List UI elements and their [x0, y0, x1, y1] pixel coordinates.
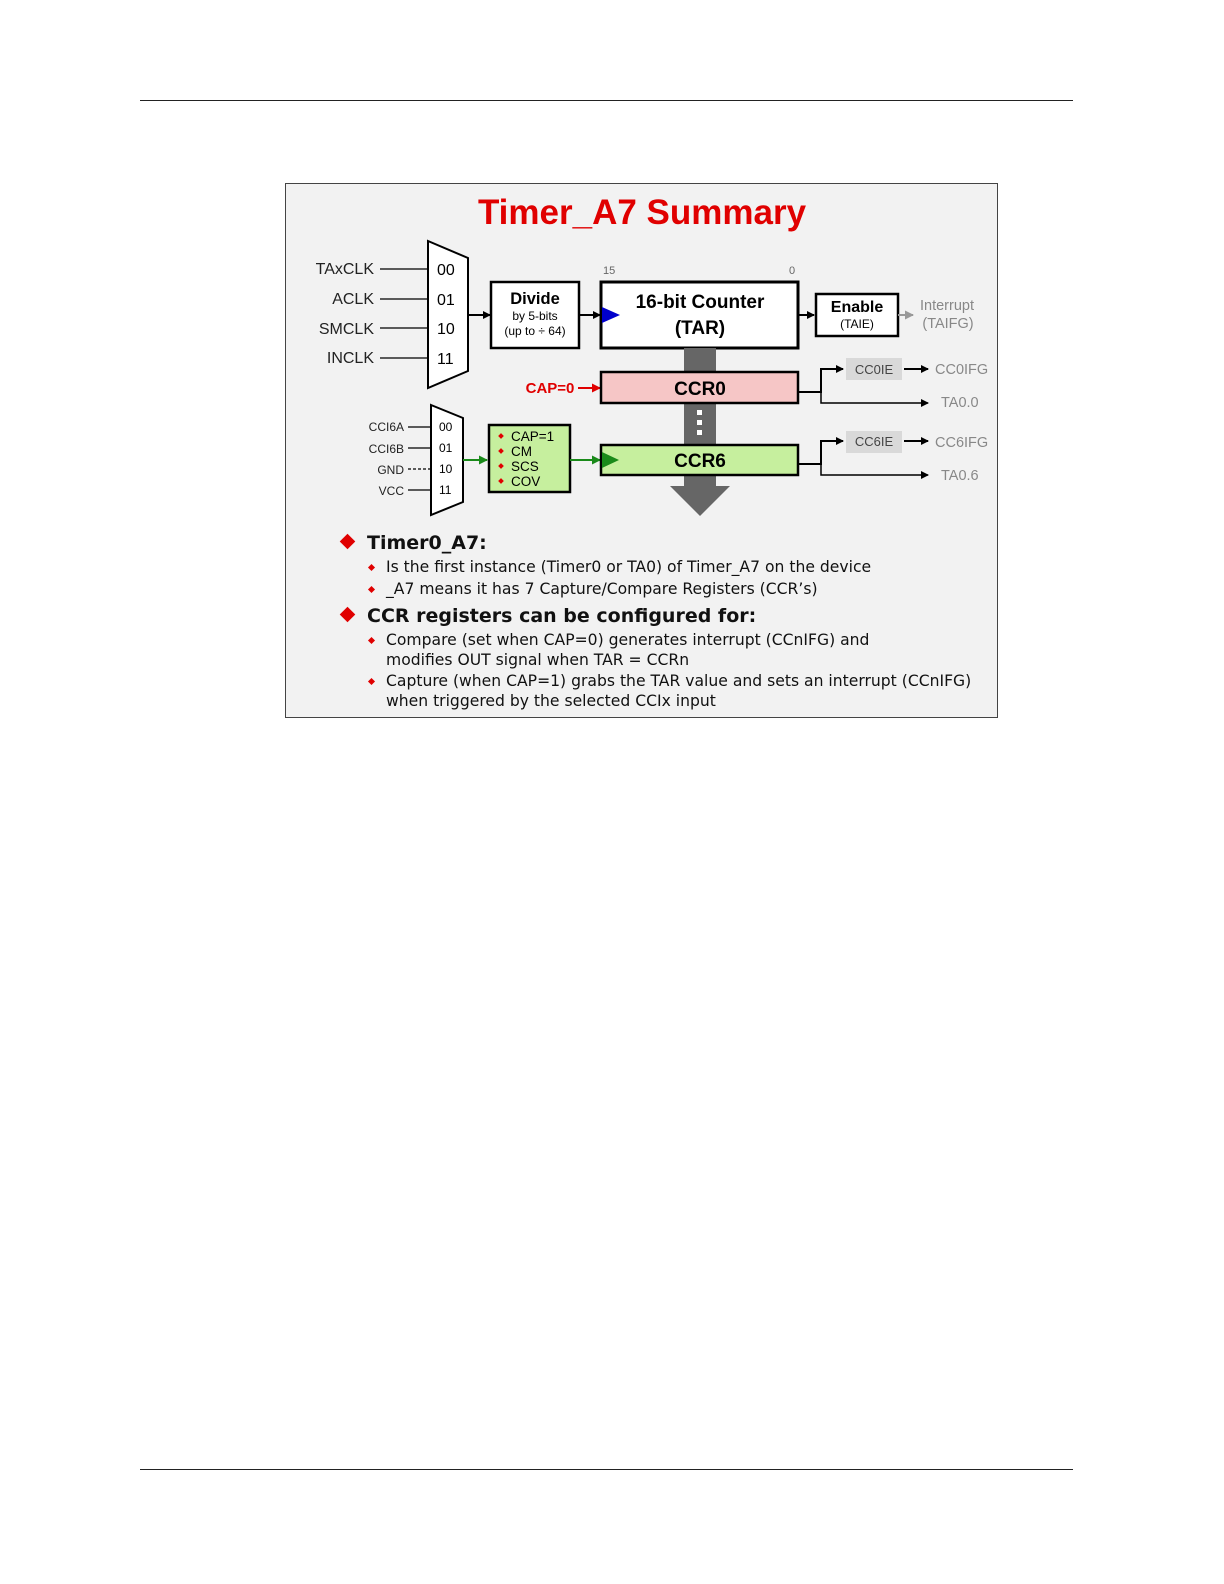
mux1-code: 10 — [437, 321, 455, 338]
ccr0-out-branch — [821, 392, 928, 403]
tar-bus-arrowhead — [670, 486, 730, 516]
slide-title: Timer_A7 Summary — [477, 193, 807, 232]
mux2-input-label: GND — [377, 463, 404, 477]
interrupt-label: Interrupt — [920, 298, 974, 314]
cc0ie-label: CC0IE — [854, 362, 894, 377]
ta06-label: TA0.6 — [941, 468, 979, 484]
divider-line1: by 5-bits — [512, 309, 558, 323]
mux2-code: 11 — [439, 483, 452, 497]
small-diamond-icon — [368, 678, 375, 685]
mux1-code: 11 — [437, 351, 454, 368]
enable-sub: (TAIE) — [840, 317, 874, 331]
ta00-label: TA0.0 — [941, 395, 979, 411]
cc0ifg-label: CC0IFG — [935, 362, 989, 378]
divider-line2: (up to ÷ 64) — [504, 324, 566, 338]
red-diamond-icon — [340, 534, 356, 550]
mux2-code: 01 — [439, 441, 453, 455]
ccr6-branch — [798, 441, 843, 464]
red-diamond-icon — [340, 607, 356, 623]
bullet-heading: CCR registers can be configured for: — [340, 603, 990, 629]
enable-title: Enable — [830, 299, 884, 316]
counter-msb: 15 — [603, 265, 616, 277]
mux2-code: 10 — [439, 462, 453, 476]
ellipsis-dot — [697, 420, 702, 425]
bullet-heading: Timer0_A7: — [340, 530, 990, 556]
cap0-label: CAP=0 — [525, 380, 575, 397]
mux1-input-label: INCLK — [326, 350, 374, 367]
small-diamond-icon — [368, 585, 375, 592]
mux1-input-label: ACLK — [332, 291, 374, 308]
ccr0-branch — [798, 369, 843, 392]
mux2-code: 00 — [439, 420, 453, 434]
ccr0-label: CCR0 — [674, 379, 726, 400]
cc6ie-label: CC6IE — [854, 434, 894, 449]
mux1-input-label: SMCLK — [318, 321, 374, 338]
counter-title: 16-bit Counter — [635, 292, 765, 313]
mux2-input-label: VCC — [378, 484, 404, 498]
ccr6-label: CCR6 — [674, 451, 726, 472]
mux1-code: 00 — [437, 262, 455, 279]
bullet-item: _A7 means it has 7 Capture/Compare Registers (CCR’s) — [340, 580, 990, 600]
mux2-input-label: CCI6B — [368, 442, 404, 456]
mux1-code: 01 — [437, 292, 455, 309]
ellipsis-dot — [697, 430, 702, 435]
bullet-item: Compare (set when CAP=0) generates interrupt (CCnIFG) and modifies OUT signal when TAR = CCRn — [340, 631, 990, 670]
capture-item: SCS — [511, 459, 539, 474]
interrupt-sub: (TAIFG) — [922, 316, 974, 332]
capture-item: COV — [511, 474, 541, 489]
counter-reg: (TAR) — [674, 318, 726, 339]
mux1-input-label: TAxCLK — [315, 261, 374, 278]
cc6ifg-label: CC6IFG — [935, 435, 989, 451]
bullet-item: Is the first instance (Timer0 or TA0) of Timer_A7 on the device — [340, 558, 990, 578]
capture-item: CAP=1 — [511, 429, 555, 444]
ccr6-out-branch — [821, 464, 928, 475]
mux2-input-label: CCI6A — [368, 420, 404, 434]
counter-lsb: 0 — [789, 265, 796, 277]
bullet-list — [340, 528, 990, 711]
divider-title: Divide — [510, 290, 560, 308]
small-diamond-icon — [368, 637, 375, 644]
capture-item: CM — [511, 444, 532, 459]
bullet-item: Capture (when CAP=1) grabs the TAR value and sets an interrupt (CCnIFG) when triggered by the selected CCIx input — [340, 672, 990, 711]
ellipsis-dot — [697, 410, 702, 415]
small-diamond-icon — [368, 564, 375, 571]
